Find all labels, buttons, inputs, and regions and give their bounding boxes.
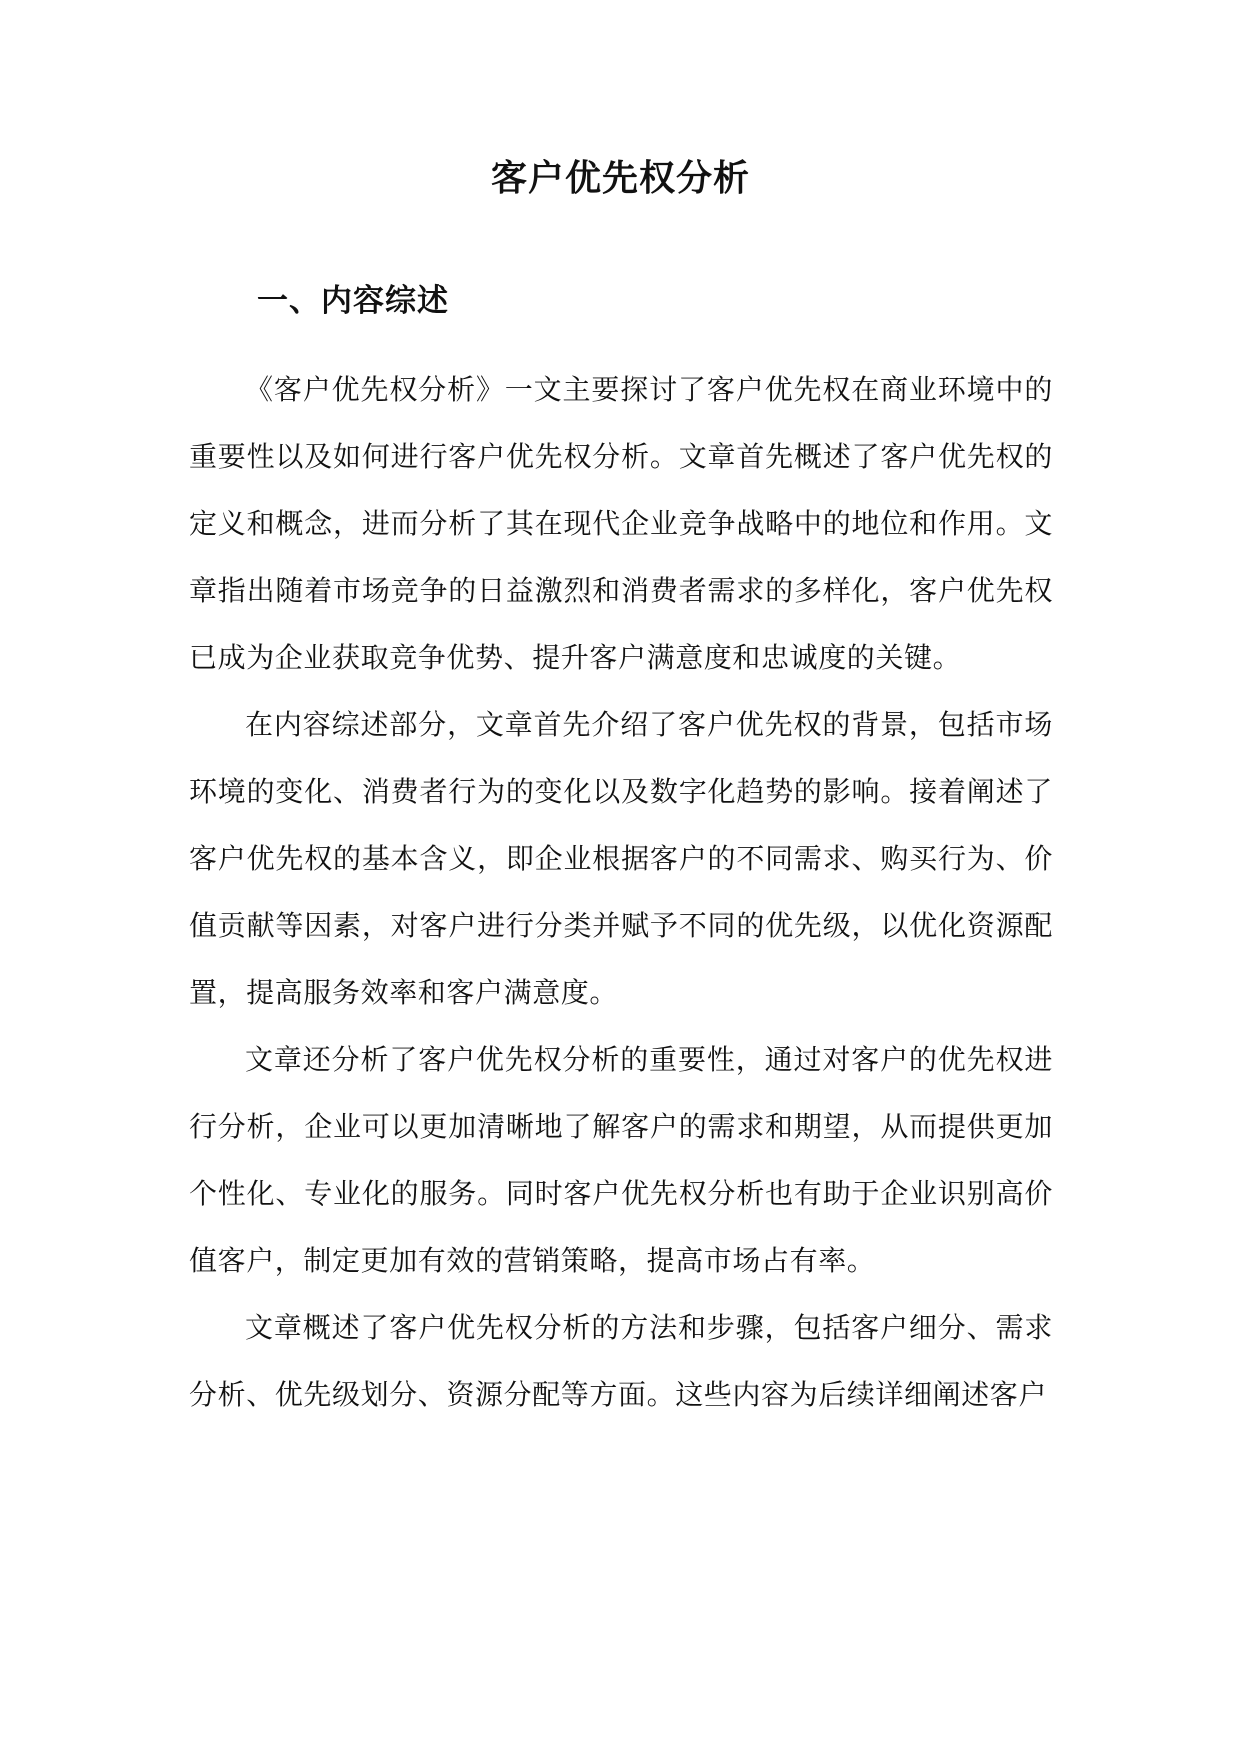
paragraph: 文章概述了客户优先权分析的方法和步骤，包括客户细分、需求分析、优先级划分、资源分配等方面。这些内容为后续详细阐述客户 xyxy=(189,1311,1053,1411)
section-heading: 一、内容综述 xyxy=(257,283,449,319)
paragraph: 《客户优先权分析》一文主要探讨了客户优先权在商业环境中的重要性以及如何进行客户优先权分析。文章首先概述了客户优先权的定义和概念，进而分析了其在现代企业竞争战略中的地位和作用。文章指出随着市场竞争的日益激烈和消费者需求的多样化，客户优先权已成为企业获取竞争优势、提升客户满意度和忠诚度的关键。 xyxy=(189,373,1053,674)
paragraph: 在内容综述部分，文章首先介绍了客户优先权的背景，包括市场环境的变化、消费者行为的变化以及数字化趋势的影响。接着阐述了客户优先权的基本含义，即企业根据客户的不同需求、购买行为、价值贡献等因素，对客户进行分类并赋予不同的优先级，以优化资源配置，提高服务效率和客户满意度。 xyxy=(189,708,1053,1009)
paragraph: 文章还分析了客户优先权分析的重要性，通过对客户的优先权进行分析，企业可以更加清晰地了解客户的需求和期望，从而提供更加个性化、专业化的服务。同时客户优先权分析也有助于企业识别高价值客户，制定更加有效的营销策略，提高市场占有率。 xyxy=(189,1043,1053,1277)
document-body xyxy=(189,356,1053,1428)
document-title: 客户优先权分析 xyxy=(490,157,750,199)
